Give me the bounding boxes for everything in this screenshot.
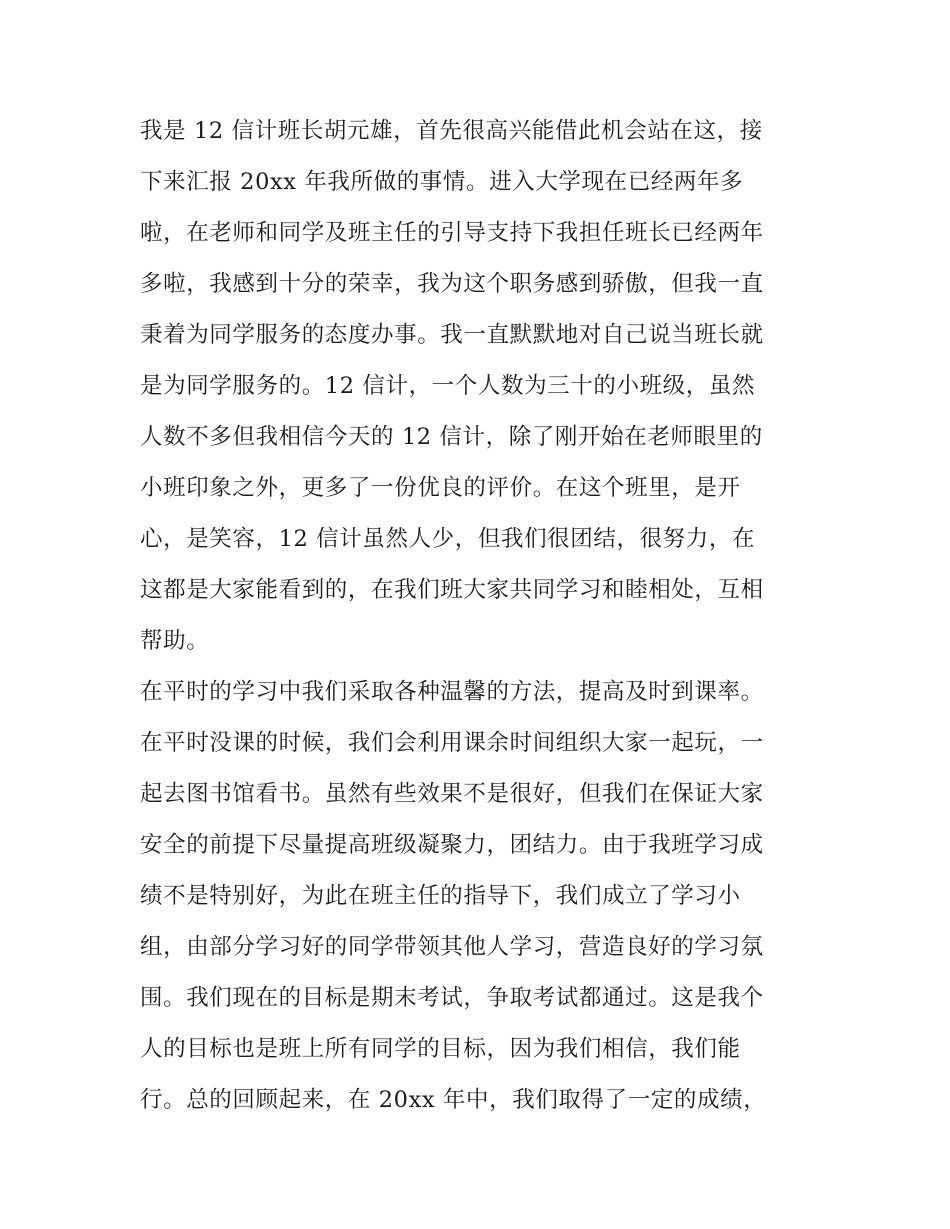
text-line: 起去图书馆看书。虽然有些效果不是很好，但我们在保证大家 <box>140 781 764 807</box>
text-line: 心，是笑容，12 信计虽然人少，但我们很团结，很努力，在 <box>140 526 756 552</box>
text-line: 下来汇报 20xx 年我所做的事情。进入大学现在已经两年多 <box>140 169 744 195</box>
text-line: 小班印象之外，更多了一份优良的评价。在这个班里，是开 <box>140 475 741 501</box>
text-line: 围。我们现在的目标是期末考试，争取考试都通过。这是我个 <box>140 985 764 1011</box>
text-line: 秉着为同学服务的态度办事。我一直默默地对自己说当班长就 <box>140 322 764 348</box>
text-line: 在平时的学习中我们采取各种温馨的方法，提高及时到课率。 <box>140 679 764 705</box>
text-line: 组，由部分学习好的同学带领其他人学习，营造良好的学习氛 <box>140 934 764 960</box>
text-line: 绩不是特别好，为此在班主任的指导下，我们成立了学习小 <box>140 883 741 909</box>
paragraph-1 <box>140 106 820 667</box>
text-line: 行。总的回顾起来，在 20xx 年中，我们取得了一定的成绩， <box>140 1087 767 1113</box>
text-line: 多啦，我感到十分的荣幸，我为这个职务感到骄傲，但我一直 <box>140 271 764 297</box>
text-line: 是为同学服务的。12 信计，一个人数为三十的小班级，虽然 <box>140 373 756 399</box>
paragraph-2 <box>140 667 820 1126</box>
text-line: 帮助。 <box>140 628 210 654</box>
text-line: 在平时没课的时候，我们会利用课余时间组织大家一起玩，一 <box>140 730 764 756</box>
text-line: 人数不多但我相信今天的 12 信计，除了刚开始在老师眼里的 <box>140 424 763 450</box>
text-line: 这都是大家能看到的，在我们班大家共同学习和睦相处，互相 <box>140 577 764 603</box>
text-line: 啦，在老师和同学及班主任的引导支持下我担任班长已经两年 <box>140 220 764 246</box>
document-body <box>140 106 820 1126</box>
text-line: 安全的前提下尽量提高班级凝聚力，团结力。由于我班学习成 <box>140 832 764 858</box>
text-line: 我是 12 信计班长胡元雄，首先很高兴能借此机会站在这，接 <box>140 118 763 144</box>
text-line: 人的目标也是班上所有同学的目标，因为我们相信，我们能 <box>140 1036 741 1062</box>
